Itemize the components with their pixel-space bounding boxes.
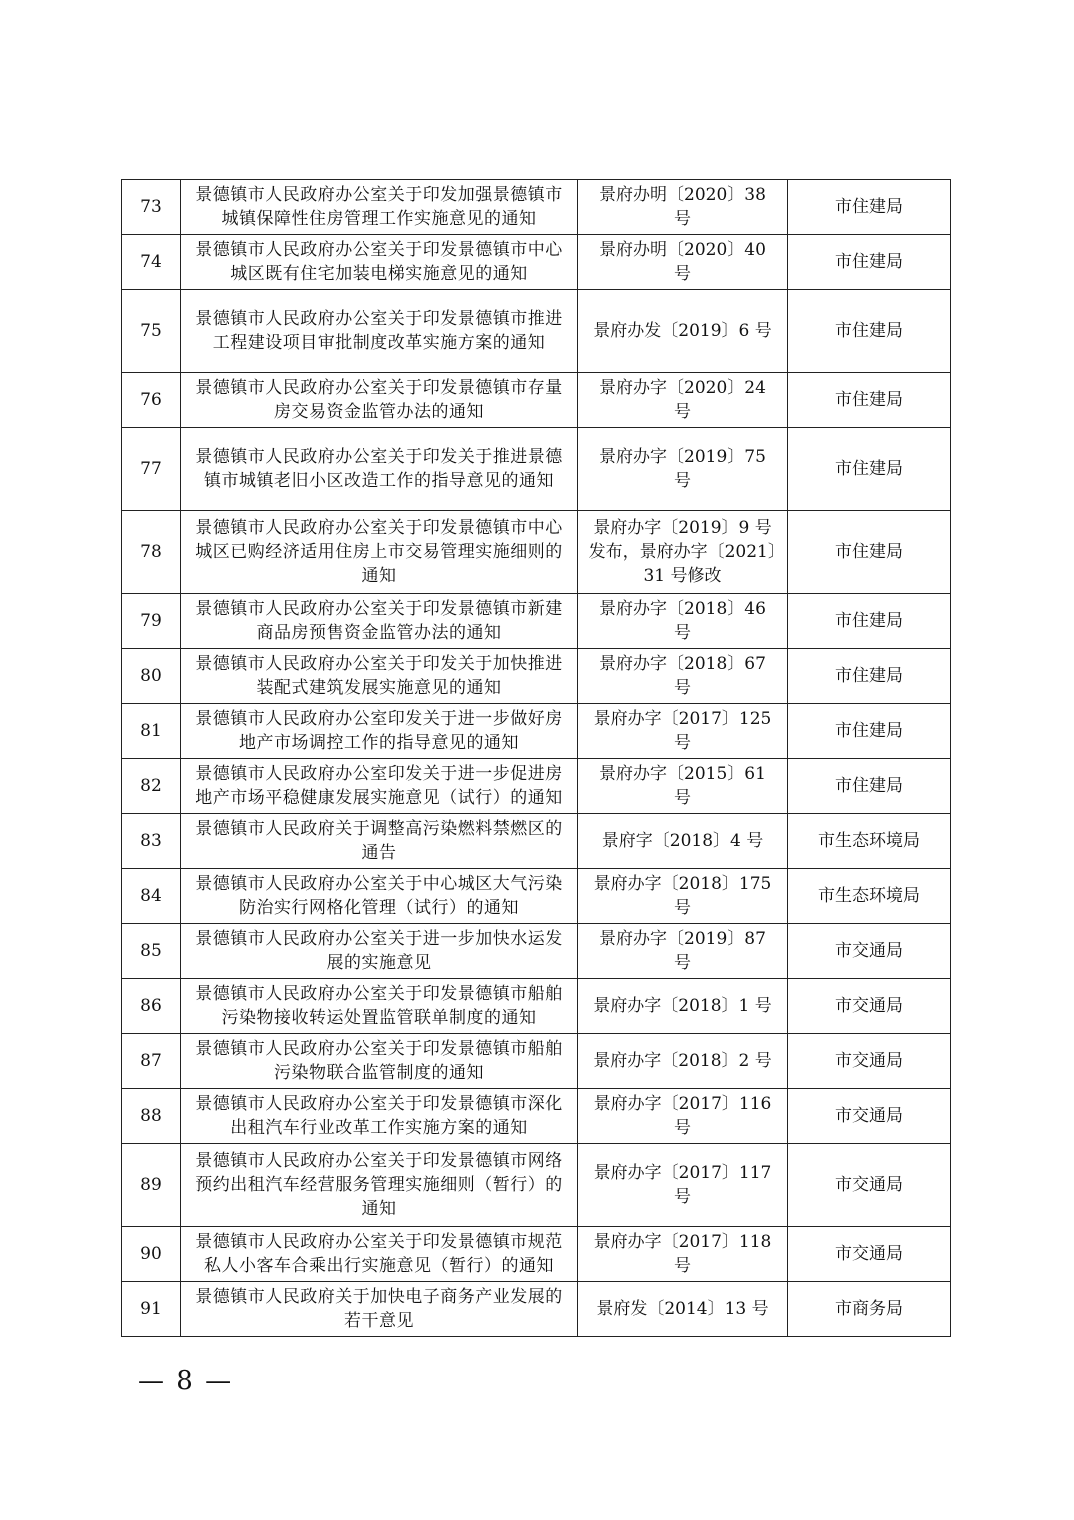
document-number-cell: 景府办字〔2017〕117 号 <box>578 1144 788 1227</box>
table-row <box>122 924 951 979</box>
department-cell: 市交通局 <box>788 1144 951 1227</box>
row-number-cell: 83 <box>122 814 181 869</box>
row-number-cell: 85 <box>122 924 181 979</box>
department-cell: 市住建局 <box>788 180 951 235</box>
table-row <box>122 180 951 235</box>
row-number-cell: 77 <box>122 428 181 511</box>
document-title-cell: 景德镇市人民政府关于调整高污染燃料禁燃区的通告 <box>181 814 578 869</box>
department-cell: 市商务局 <box>788 1282 951 1337</box>
row-number-cell: 89 <box>122 1144 181 1227</box>
table-row <box>122 511 951 594</box>
table-row <box>122 1227 951 1282</box>
department-cell: 市生态环境局 <box>788 814 951 869</box>
document-number-cell: 景府办明〔2020〕40 号 <box>578 235 788 290</box>
document-number-cell: 景府办字〔2019〕9 号发布，景府办字〔2021〕31 号修改 <box>578 511 788 594</box>
table-row <box>122 1034 951 1089</box>
row-number-cell: 88 <box>122 1089 181 1144</box>
row-number-cell: 75 <box>122 290 181 373</box>
department-cell: 市住建局 <box>788 511 951 594</box>
document-number-cell: 景府办发〔2019〕6 号 <box>578 290 788 373</box>
department-cell: 市交通局 <box>788 1089 951 1144</box>
table-row <box>122 235 951 290</box>
table-row <box>122 979 951 1034</box>
table-row <box>122 1282 951 1337</box>
document-number-cell: 景府办字〔2020〕24 号 <box>578 373 788 428</box>
department-cell: 市住建局 <box>788 290 951 373</box>
department-cell: 市住建局 <box>788 235 951 290</box>
row-number-cell: 90 <box>122 1227 181 1282</box>
table-row <box>122 759 951 814</box>
table-row <box>122 704 951 759</box>
document-title-cell: 景德镇市人民政府办公室关于印发景德镇市新建商品房预售资金监管办法的通知 <box>181 594 578 649</box>
document-title-cell: 景德镇市人民政府办公室关于印发景德镇市船舶污染物接收转运处置监管联单制度的通知 <box>181 979 578 1034</box>
document-title-cell: 景德镇市人民政府办公室关于印发景德镇市规范私人小客车合乘出行实施意见（暂行）的通知 <box>181 1227 578 1282</box>
department-cell: 市住建局 <box>788 428 951 511</box>
table-row <box>122 1089 951 1144</box>
document-number-cell: 景府办字〔2017〕125 号 <box>578 704 788 759</box>
document-number-cell: 景府办字〔2018〕67 号 <box>578 649 788 704</box>
document-title-cell: 景德镇市人民政府办公室关于印发景德镇市深化出租汽车行业改革工作实施方案的通知 <box>181 1089 578 1144</box>
table-row <box>122 814 951 869</box>
department-cell: 市住建局 <box>788 594 951 649</box>
document-number-cell: 景府发〔2014〕13 号 <box>578 1282 788 1337</box>
row-number-cell: 79 <box>122 594 181 649</box>
table-body <box>122 180 951 1337</box>
document-title-cell: 景德镇市人民政府办公室印发关于进一步做好房地产市场调控工作的指导意见的通知 <box>181 704 578 759</box>
document-title-cell: 景德镇市人民政府办公室关于印发景德镇市推进工程建设项目审批制度改革实施方案的通知 <box>181 290 578 373</box>
row-number-cell: 73 <box>122 180 181 235</box>
document-title-cell: 景德镇市人民政府办公室关于进一步加快水运发展的实施意见 <box>181 924 578 979</box>
department-cell: 市住建局 <box>788 704 951 759</box>
table-row <box>122 1144 951 1227</box>
document-title-cell: 景德镇市人民政府办公室关于印发景德镇市船舶污染物联合监管制度的通知 <box>181 1034 578 1089</box>
department-cell: 市交通局 <box>788 1227 951 1282</box>
document-number-cell: 景府办字〔2018〕2 号 <box>578 1034 788 1089</box>
department-cell: 市交通局 <box>788 924 951 979</box>
row-number-cell: 87 <box>122 1034 181 1089</box>
document-title-cell: 景德镇市人民政府关于加快电子商务产业发展的若干意见 <box>181 1282 578 1337</box>
row-number-cell: 91 <box>122 1282 181 1337</box>
document-number-cell: 景府办字〔2018〕46 号 <box>578 594 788 649</box>
department-cell: 市交通局 <box>788 1034 951 1089</box>
row-number-cell: 78 <box>122 511 181 594</box>
page-number: — 8 — <box>138 1366 234 1396</box>
document-number-cell: 景府办字〔2019〕87 号 <box>578 924 788 979</box>
document-number-cell: 景府办字〔2017〕118 号 <box>578 1227 788 1282</box>
row-number-cell: 81 <box>122 704 181 759</box>
document-title-cell: 景德镇市人民政府办公室关于印发景德镇市中心城区既有住宅加装电梯实施意见的通知 <box>181 235 578 290</box>
document-title-cell: 景德镇市人民政府办公室关于印发景德镇市网络预约出租汽车经营服务管理实施细则（暂行）的通知 <box>181 1144 578 1227</box>
regulations-table <box>121 179 951 1337</box>
row-number-cell: 82 <box>122 759 181 814</box>
department-cell: 市交通局 <box>788 979 951 1034</box>
document-title-cell: 景德镇市人民政府办公室印发关于进一步促进房地产市场平稳健康发展实施意见（试行）的通知 <box>181 759 578 814</box>
table-row <box>122 869 951 924</box>
department-cell: 市住建局 <box>788 759 951 814</box>
document-title-cell: 景德镇市人民政府办公室关于印发加强景德镇市城镇保障性住房管理工作实施意见的通知 <box>181 180 578 235</box>
row-number-cell: 80 <box>122 649 181 704</box>
table-row <box>122 594 951 649</box>
document-number-cell: 景府办字〔2018〕175 号 <box>578 869 788 924</box>
document-number-cell: 景府办字〔2019〕75 号 <box>578 428 788 511</box>
table-row <box>122 649 951 704</box>
document-number-cell: 景府办字〔2018〕1 号 <box>578 979 788 1034</box>
row-number-cell: 84 <box>122 869 181 924</box>
document-title-cell: 景德镇市人民政府办公室关于印发关于加快推进装配式建筑发展实施意见的通知 <box>181 649 578 704</box>
table-row <box>122 373 951 428</box>
document-number-cell: 景府办明〔2020〕38 号 <box>578 180 788 235</box>
document-number-cell: 景府办字〔2017〕116 号 <box>578 1089 788 1144</box>
document-title-cell: 景德镇市人民政府办公室关于印发景德镇市存量房交易资金监管办法的通知 <box>181 373 578 428</box>
document-title-cell: 景德镇市人民政府办公室关于中心城区大气污染防治实行网格化管理（试行）的通知 <box>181 869 578 924</box>
row-number-cell: 76 <box>122 373 181 428</box>
row-number-cell: 74 <box>122 235 181 290</box>
document-title-cell: 景德镇市人民政府办公室关于印发景德镇市中心城区已购经济适用住房上市交易管理实施细则的通知 <box>181 511 578 594</box>
row-number-cell: 86 <box>122 979 181 1034</box>
department-cell: 市住建局 <box>788 649 951 704</box>
document-number-cell: 景府办字〔2015〕61 号 <box>578 759 788 814</box>
department-cell: 市住建局 <box>788 373 951 428</box>
table-row <box>122 290 951 373</box>
document-title-cell: 景德镇市人民政府办公室关于印发关于推进景德镇市城镇老旧小区改造工作的指导意见的通知 <box>181 428 578 511</box>
document-number-cell: 景府字〔2018〕4 号 <box>578 814 788 869</box>
department-cell: 市生态环境局 <box>788 869 951 924</box>
table-row <box>122 428 951 511</box>
